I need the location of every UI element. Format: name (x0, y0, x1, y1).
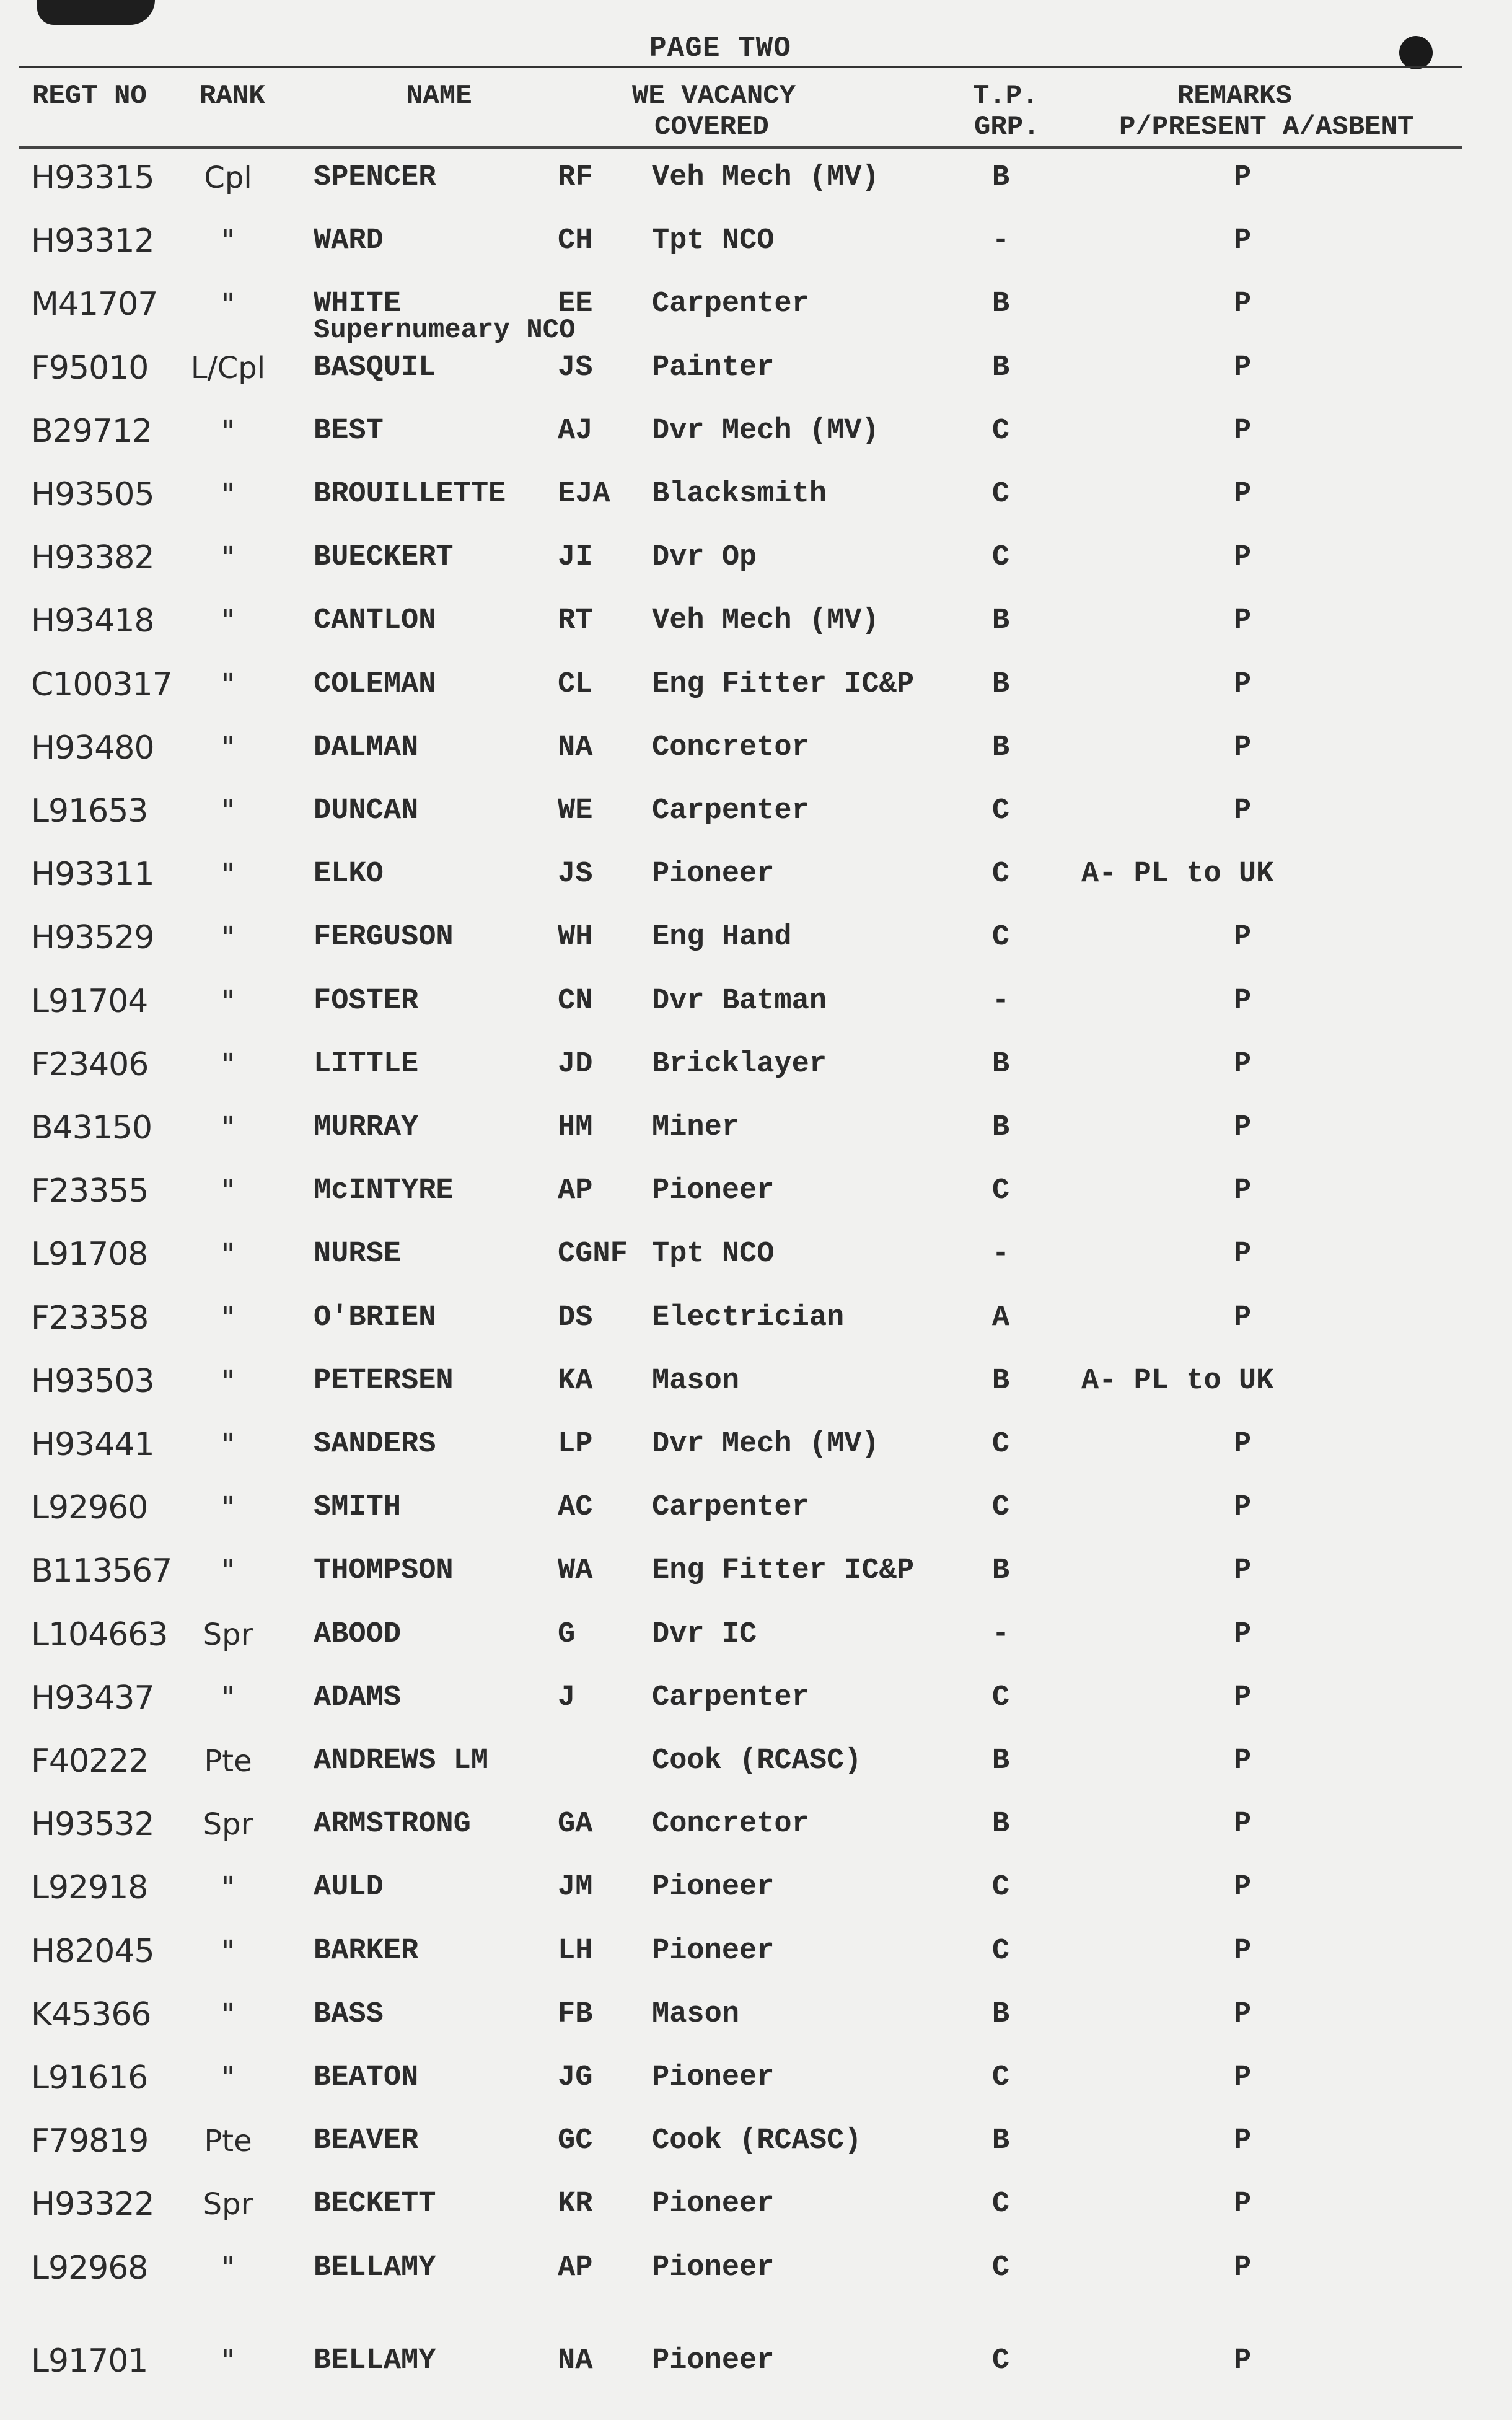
cell-tp-group: B (991, 351, 1010, 384)
cell-initials: CN (558, 984, 593, 1018)
cell-remarks: P (1233, 2344, 1252, 2377)
cell-tp-group: C (991, 1428, 1010, 1461)
cell-rank: " (221, 1680, 235, 1715)
cell-regt-no: F23406 (31, 1045, 149, 1083)
cell-rank: L/Cpl (190, 350, 266, 385)
cell-rank: Cpl (204, 161, 252, 195)
cell-initials: GA (558, 1808, 593, 1841)
cell-initials: JI (558, 541, 593, 574)
cell-remarks: P (1233, 1428, 1252, 1461)
cell-remarks: P (1233, 1111, 1252, 1144)
table-row (0, 1486, 1512, 1529)
cell-remarks: P (1233, 1997, 1252, 2031)
cell-remarks: P (1233, 1047, 1252, 1081)
cell-initials: WA (558, 1554, 593, 1588)
cell-name: McINTYRE (314, 1174, 454, 1208)
cell-regt-no: L91701 (31, 2342, 148, 2380)
cell-vacancy: Eng Fitter IC&P (652, 1554, 915, 1588)
cell-regt-no: B113567 (31, 1552, 172, 1590)
cell-tp-group: - (991, 224, 1010, 258)
table-row (0, 1169, 1512, 1213)
table-row (0, 790, 1512, 833)
cell-vacancy: Concretor (652, 731, 809, 764)
cell-tp-group: C (991, 1491, 1010, 1525)
cell-initials: AP (558, 1174, 593, 1208)
cell-vacancy: Mason (652, 1364, 740, 1397)
cell-regt-no: H93503 (31, 1362, 154, 1400)
cell-initials: GC (558, 2124, 593, 2158)
cell-rank: " (221, 2061, 235, 2095)
cell-regt-no: H93441 (31, 1426, 154, 1463)
header-regt-no: REGT NO (32, 81, 147, 112)
cell-rank: " (221, 1363, 235, 1399)
cell-rank: " (221, 1554, 235, 1589)
cell-name: WHITE (314, 288, 402, 321)
cell-regt-no: H93311 (31, 856, 154, 894)
cell-remarks: P (1233, 604, 1252, 638)
table-row (0, 1296, 1512, 1340)
cell-remarks: P (1233, 1681, 1252, 1714)
cell-regt-no: K45366 (31, 1995, 151, 2033)
cell-vacancy: Miner (652, 1111, 740, 1144)
cell-tp-group: C (991, 478, 1010, 511)
cell-remarks: P (1233, 351, 1252, 384)
cell-rank: Pte (204, 2124, 252, 2159)
cell-name: AULD (314, 1871, 384, 1904)
cell-remarks: P (1233, 1808, 1252, 1841)
cell-remarks: A- PL to UK (1081, 858, 1274, 891)
cell-regt-no: L92918 (31, 1869, 148, 1907)
cell-vacancy: Mason (652, 1997, 740, 2031)
cell-rank: " (221, 1997, 235, 2032)
cell-remarks: P (1233, 541, 1252, 574)
table-row (0, 473, 1512, 516)
cell-regt-no: H93322 (31, 2186, 154, 2224)
cell-name: LITTLE (314, 1047, 419, 1081)
cell-initials: FB (558, 1997, 593, 2031)
cell-rank: " (221, 920, 235, 956)
cell-rank: " (221, 1237, 235, 1272)
cell-vacancy: Pioneer (652, 1174, 775, 1208)
cell-initials: KR (558, 2188, 593, 2221)
table-row (0, 1676, 1512, 1720)
cell-initials: LH (558, 1934, 593, 1968)
cell-tp-group: B (991, 1808, 1010, 1841)
cell-initials: AJ (558, 414, 593, 447)
cell-rank: " (221, 1427, 235, 1462)
cell-initials: JS (558, 351, 593, 384)
cell-name: SMITH (314, 1491, 402, 1525)
table-row (0, 1549, 1512, 1593)
cell-name: COLEMAN (314, 667, 436, 701)
cell-initials: CH (558, 224, 593, 258)
cell-remarks: P (1233, 667, 1252, 701)
cell-rank: " (221, 667, 235, 702)
cell-tp-group: B (991, 1997, 1010, 2031)
cell-rank: Spr (203, 2187, 253, 2222)
cell-vacancy: Carpenter (652, 1491, 809, 1525)
cell-regt-no: C100317 (31, 666, 172, 703)
cell-rank: " (221, 983, 235, 1019)
table-row (0, 2339, 1512, 2383)
cell-name: BROUILLETTE (314, 478, 506, 511)
cell-vacancy: Cook (RCASC) (652, 1745, 862, 1777)
cell-name: BARKER (314, 1934, 419, 1968)
cell-initials: DS (558, 1301, 593, 1334)
table-row (0, 1930, 1512, 1973)
cell-name: O'BRIEN (314, 1301, 436, 1334)
table-row (0, 1106, 1512, 1150)
table-row (0, 1360, 1512, 1403)
cell-regt-no: F40222 (31, 1743, 149, 1780)
cell-rank: " (221, 730, 235, 765)
cell-vacancy: Pioneer (652, 2061, 775, 2094)
table-row (0, 916, 1512, 959)
cell-rank: Spr (203, 1807, 253, 1842)
cell-tp-group: C (991, 2344, 1010, 2377)
cell-regt-no: L104663 (31, 1616, 168, 1653)
supernumerary-note: Supernumeary NCO (314, 315, 576, 346)
table-row (0, 2119, 1512, 2163)
cell-remarks: P (1233, 1871, 1252, 1904)
table-row (0, 1233, 1512, 1276)
table-row (0, 283, 1512, 326)
cell-remarks: P (1233, 1745, 1252, 1777)
cell-name: BEATON (314, 2061, 419, 2094)
cell-tp-group: C (991, 2188, 1010, 2221)
cell-vacancy: Carpenter (652, 288, 809, 321)
cell-remarks: P (1233, 2251, 1252, 2284)
cell-rank: " (221, 1870, 235, 1906)
cell-initials: WH (558, 921, 593, 954)
cell-tp-group: B (991, 731, 1010, 764)
cell-tp-group: B (991, 1745, 1010, 1777)
table-row (0, 1740, 1512, 1783)
table-row (0, 1866, 1512, 1909)
cell-vacancy: Pioneer (652, 858, 775, 891)
cell-rank: " (221, 1047, 235, 1082)
cell-name: BASQUIL (314, 351, 436, 384)
cell-tp-group: B (991, 288, 1010, 321)
table-row (0, 853, 1512, 896)
cell-remarks: P (1233, 921, 1252, 954)
cell-name: ANDREWS LM (314, 1745, 489, 1777)
cell-rank: " (221, 477, 235, 512)
cell-rank: " (221, 604, 235, 639)
cell-name: WARD (314, 224, 384, 258)
header-remarks-line1: REMARKS (1177, 81, 1292, 112)
cell-rank: " (221, 413, 235, 449)
cell-regt-no: F95010 (31, 349, 149, 387)
cell-remarks: P (1233, 2061, 1252, 2094)
cell-remarks: P (1233, 1301, 1252, 1334)
cell-tp-group: C (991, 794, 1010, 827)
cell-initials: NA (558, 731, 593, 764)
cell-tp-group: C (991, 1934, 1010, 1968)
cell-remarks: P (1233, 2188, 1252, 2221)
cell-name: SPENCER (314, 161, 436, 194)
cell-vacancy: Dvr Mech (MV) (652, 1428, 879, 1461)
cell-vacancy: Bricklayer (652, 1047, 827, 1081)
cell-vacancy: Tpt NCO (652, 224, 775, 258)
cell-remarks: P (1233, 161, 1252, 194)
cell-tp-group: B (991, 604, 1010, 638)
header-rank: RANK (200, 81, 265, 112)
cell-initials: WE (558, 794, 593, 827)
cell-tp-group: B (991, 2124, 1010, 2158)
cell-rank: " (221, 1490, 235, 1526)
cell-tp-group: C (991, 858, 1010, 891)
cell-regt-no: H93437 (31, 1679, 154, 1717)
cell-initials: NA (558, 2344, 593, 2377)
cell-vacancy: Pioneer (652, 1934, 775, 1968)
table-row (0, 1423, 1512, 1466)
cell-remarks: P (1233, 1617, 1252, 1651)
cell-initials: RT (558, 604, 593, 638)
cell-rank: " (221, 287, 235, 322)
cell-vacancy: Carpenter (652, 1681, 809, 1714)
cell-remarks: P (1233, 1934, 1252, 1968)
cell-rank: Pte (204, 1744, 252, 1779)
cell-name: ELKO (314, 858, 384, 891)
cell-tp-group: B (991, 667, 1010, 701)
cell-regt-no: L92968 (31, 2249, 148, 2287)
cell-regt-no: H93312 (31, 222, 154, 260)
cell-tp-group: A (991, 1301, 1010, 1334)
cell-rank: " (221, 224, 235, 259)
cell-remarks: P (1233, 1554, 1252, 1588)
cell-remarks: P (1233, 984, 1252, 1018)
cell-regt-no: H93532 (31, 1806, 154, 1844)
header-grp-line1: T.P. (973, 81, 1039, 112)
cell-name: BECKETT (314, 2188, 436, 2221)
cell-regt-no: H93418 (31, 602, 154, 640)
cell-tp-group: - (991, 1617, 1010, 1651)
cell-initials: G (558, 1617, 576, 1651)
cell-remarks: P (1233, 478, 1252, 511)
cell-vacancy: Dvr Batman (652, 984, 827, 1018)
cell-rank: " (221, 1934, 235, 1969)
cell-vacancy: Concretor (652, 1808, 809, 1841)
cell-tp-group: C (991, 2061, 1010, 2094)
cell-name: ABOOD (314, 1617, 402, 1651)
table-row (0, 1613, 1512, 1657)
cell-regt-no: H93480 (31, 729, 154, 767)
cell-vacancy: Pioneer (652, 1871, 775, 1904)
table-row (0, 726, 1512, 770)
cell-rank: " (221, 794, 235, 829)
cell-regt-no: M41707 (31, 286, 158, 323)
cell-initials: LP (558, 1428, 593, 1461)
cell-tp-group: B (991, 161, 1010, 194)
cell-name: FOSTER (314, 984, 419, 1018)
table-row (0, 410, 1512, 453)
cell-name: BEST (314, 414, 384, 447)
cell-initials: HM (558, 1111, 593, 1144)
cell-vacancy: Tpt NCO (652, 1238, 775, 1271)
cell-tp-group: B (991, 1364, 1010, 1397)
cell-tp-group: B (991, 1554, 1010, 1588)
table-row (0, 1993, 1512, 2036)
cell-name: BUECKERT (314, 541, 454, 574)
header-vacancy-line1: WE VACANCY (632, 81, 796, 112)
cell-remarks: P (1233, 224, 1252, 258)
cell-name: BASS (314, 1997, 384, 2031)
cell-regt-no: B29712 (31, 412, 152, 450)
cell-name: DUNCAN (314, 794, 419, 827)
cell-vacancy: Veh Mech (MV) (652, 161, 879, 194)
cell-tp-group: C (991, 921, 1010, 954)
table-row (0, 219, 1512, 263)
cell-vacancy: Veh Mech (MV) (652, 604, 879, 638)
cell-regt-no: H93382 (31, 539, 154, 577)
cell-regt-no: F23358 (31, 1299, 149, 1337)
cell-rank: " (221, 540, 235, 576)
cell-tp-group: C (991, 541, 1010, 574)
cell-name: DALMAN (314, 731, 419, 764)
cell-rank: " (221, 1111, 235, 1145)
cell-name: BELLAMY (314, 2344, 436, 2377)
cell-rank: Spr (203, 1617, 253, 1652)
table-row (0, 1803, 1512, 1846)
header-name: NAME (407, 81, 472, 112)
cell-regt-no: H93315 (31, 159, 154, 196)
cell-vacancy: Blacksmith (652, 478, 827, 511)
table-row (0, 346, 1512, 390)
cell-tp-group: B (991, 1111, 1010, 1144)
cell-regt-no: H82045 (31, 1932, 154, 1970)
cell-vacancy: Pioneer (652, 2344, 775, 2377)
cell-name: BEAVER (314, 2124, 419, 2158)
table-row (0, 599, 1512, 643)
cell-name: THOMPSON (314, 1554, 454, 1588)
cell-vacancy: Dvr Op (652, 541, 757, 574)
cell-vacancy: Eng Fitter IC&P (652, 667, 915, 701)
cell-remarks: P (1233, 731, 1252, 764)
cell-initials: JS (558, 858, 593, 891)
cell-regt-no: L91708 (31, 1236, 148, 1274)
cell-initials: JM (558, 1871, 593, 1904)
cell-rank: " (221, 857, 235, 892)
cell-remarks: P (1233, 1491, 1252, 1525)
cell-name: ARMSTRONG (314, 1808, 471, 1841)
cell-initials: EJA (558, 478, 610, 511)
cell-remarks: P (1233, 1238, 1252, 1271)
table-row (0, 2246, 1512, 2290)
header-grp-line2: GRP. (974, 112, 1040, 143)
cell-initials: KA (558, 1364, 593, 1397)
cell-initials: CL (558, 667, 593, 701)
table-row (0, 663, 1512, 706)
cell-tp-group: - (991, 984, 1010, 1018)
cell-remarks: P (1233, 1174, 1252, 1208)
cell-vacancy: Pioneer (652, 2188, 775, 2221)
cell-tp-group: C (991, 1681, 1010, 1714)
cell-name: NURSE (314, 1238, 402, 1271)
header-remarks-line2: P/PRESENT A/ASBENT (1119, 112, 1414, 143)
cell-remarks: P (1233, 288, 1252, 321)
cell-initials: J (558, 1681, 576, 1714)
cell-rank: " (221, 2250, 235, 2286)
cell-regt-no: H93505 (31, 476, 154, 513)
cell-initials: JD (558, 1047, 593, 1081)
cell-initials: EE (558, 288, 593, 321)
cell-regt-no: L91653 (31, 793, 148, 830)
cell-tp-group: C (991, 1871, 1010, 1904)
cell-vacancy: Cook (RCASC) (652, 2124, 862, 2158)
cell-vacancy: Electrician (652, 1301, 845, 1334)
cell-rank: " (221, 2343, 235, 2378)
table-row (0, 536, 1512, 579)
cell-regt-no: L92960 (31, 1489, 148, 1527)
table-row (0, 2056, 1512, 2100)
cell-name: SANDERS (314, 1428, 436, 1461)
cell-vacancy: Dvr IC (652, 1617, 757, 1651)
cell-name: BELLAMY (314, 2251, 436, 2284)
cell-tp-group: C (991, 414, 1010, 447)
cell-remarks: P (1233, 2124, 1252, 2158)
table-row (0, 1043, 1512, 1086)
table-row (0, 980, 1512, 1023)
table-row (0, 2183, 1512, 2226)
cell-regt-no: L91616 (31, 2059, 148, 2097)
cell-tp-group: B (991, 1047, 1010, 1081)
cell-regt-no: H93529 (31, 919, 154, 957)
cell-vacancy: Dvr Mech (MV) (652, 414, 879, 447)
cell-initials: JG (558, 2061, 593, 2094)
cell-regt-no: F23355 (31, 1173, 149, 1210)
cell-vacancy: Painter (652, 351, 775, 384)
cell-remarks: P (1233, 414, 1252, 447)
cell-regt-no: L91704 (31, 982, 148, 1020)
cell-tp-group: C (991, 2251, 1010, 2284)
cell-remarks: P (1233, 794, 1252, 827)
cell-initials: RF (558, 161, 593, 194)
cell-vacancy: Pioneer (652, 2251, 775, 2284)
cell-initials: CGNF (558, 1238, 628, 1271)
cell-name: CANTLON (314, 604, 436, 638)
cell-initials: AP (558, 2251, 593, 2284)
cell-vacancy: Eng Hand (652, 921, 792, 954)
cell-remarks: A- PL to UK (1081, 1364, 1274, 1397)
cell-rank: " (221, 1300, 235, 1335)
header-vacancy-line2: COVERED (654, 112, 769, 143)
cell-rank: " (221, 1174, 235, 1209)
cell-regt-no: F79819 (31, 2123, 149, 2160)
cell-name: ADAMS (314, 1681, 402, 1714)
cell-name: PETERSEN (314, 1364, 454, 1397)
table-row (0, 156, 1512, 200)
page-title: PAGE TWO (649, 32, 791, 64)
cell-name: FERGUSON (314, 921, 454, 954)
cell-regt-no: B43150 (31, 1109, 152, 1146)
cell-vacancy: Carpenter (652, 794, 809, 827)
cell-initials: AC (558, 1491, 593, 1525)
cell-name: MURRAY (314, 1111, 419, 1144)
cell-tp-group: - (991, 1238, 1010, 1271)
cell-tp-group: C (991, 1174, 1010, 1208)
